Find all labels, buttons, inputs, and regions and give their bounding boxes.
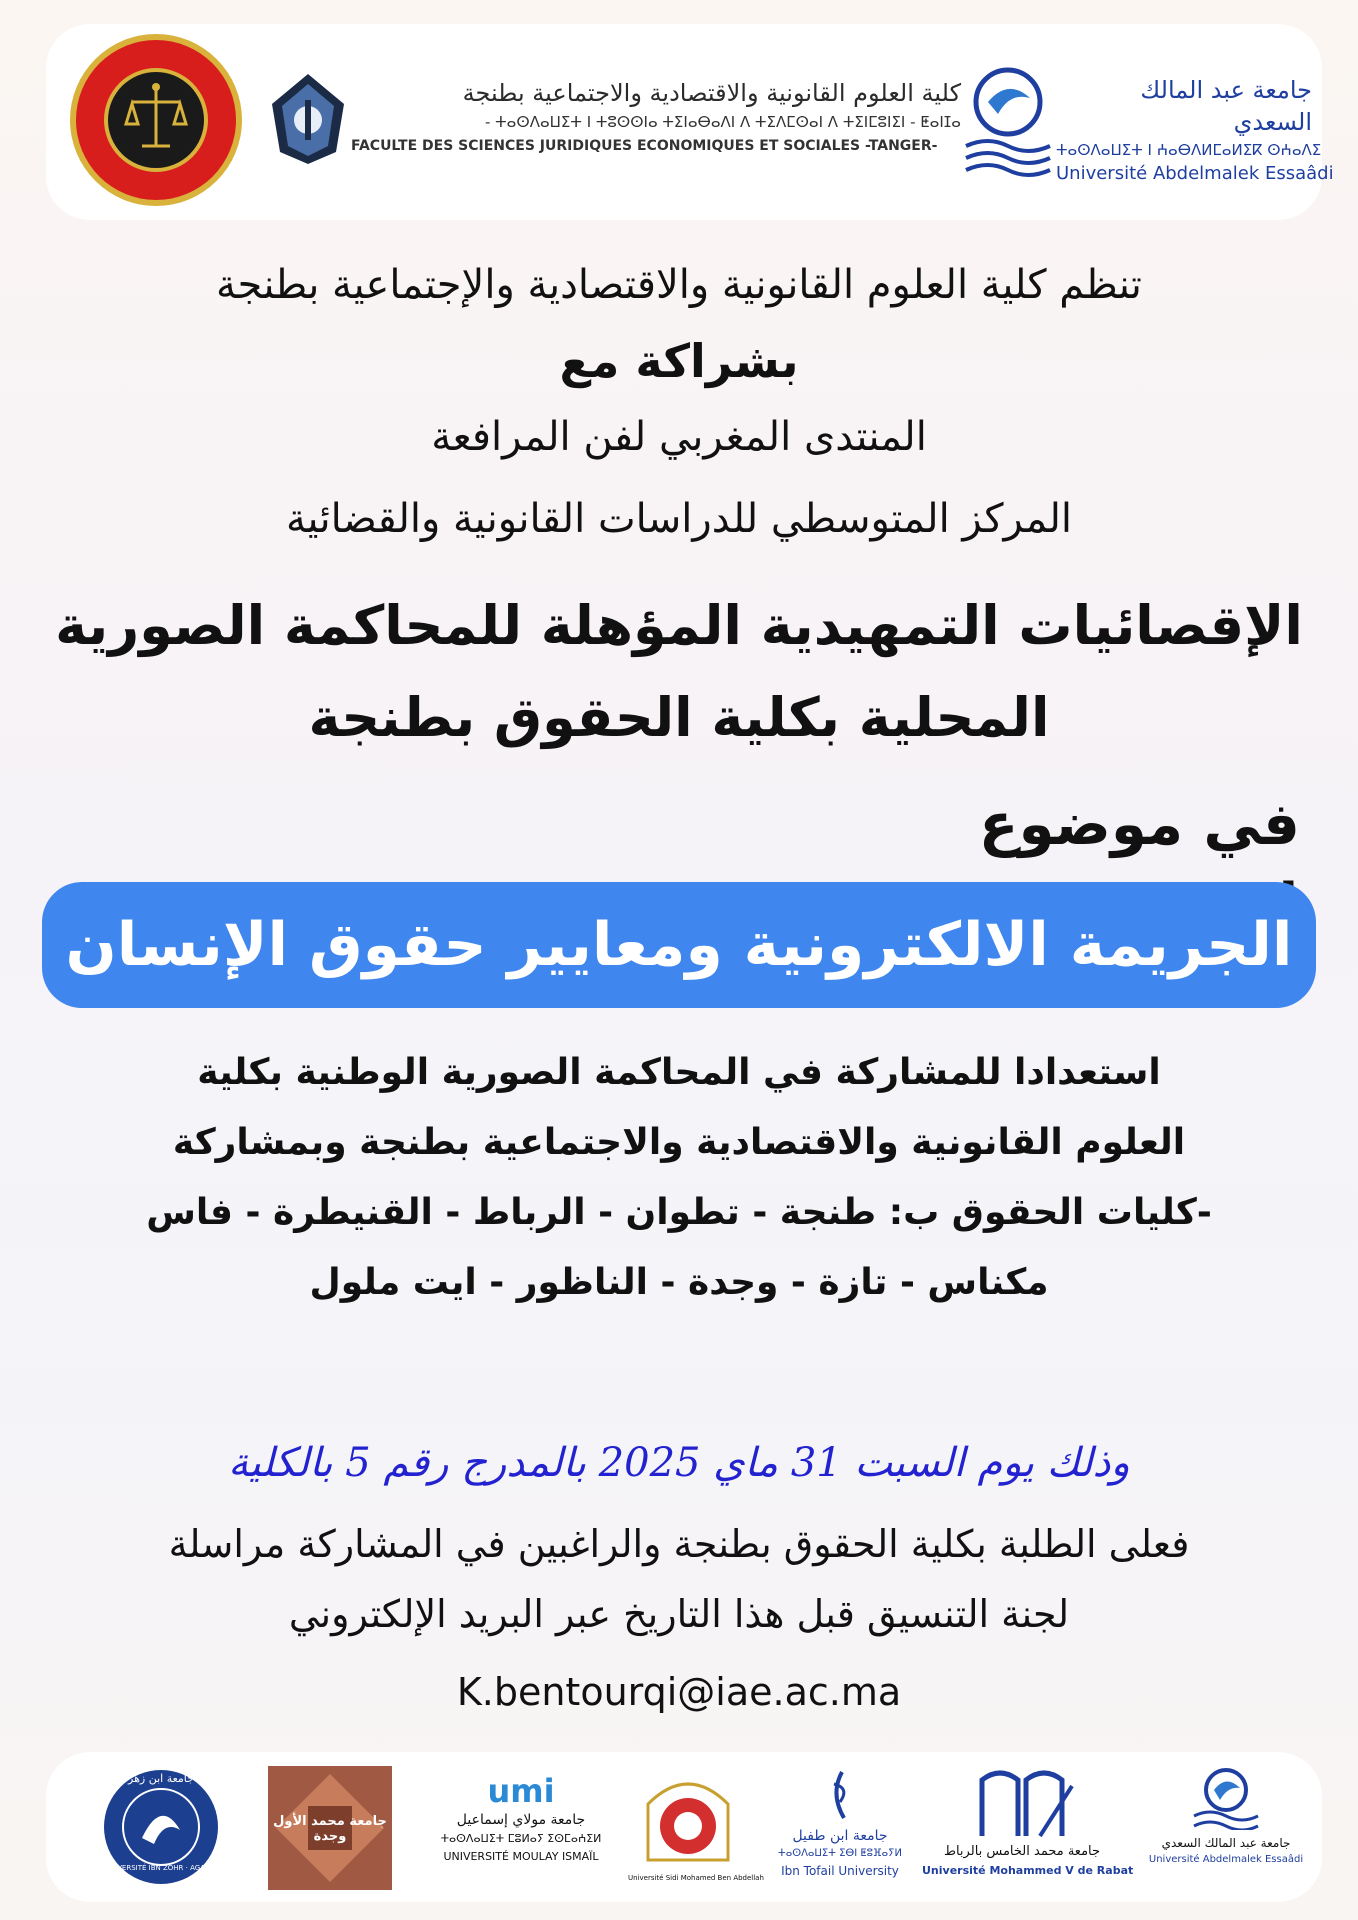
call-line2: لجنة التنسيق قبل هذا التاريخ عبر البريد الإلكتروني <box>288 1592 1070 1636</box>
mohammed-v-french: Université Mohammed V de Rabat <box>922 1864 1134 1877</box>
topic-title: الجريمة الالكترونية ومعايير حقوق الإنسان <box>65 910 1293 980</box>
mohammed-first-text: جامعة محمد الأول وجدة <box>273 1814 387 1844</box>
call-line1: فعلى الطلبة بكلية الحقوق بطنجة والراغبين في المشاركة مراسلة <box>168 1522 1190 1566</box>
ibn-zohr-label: UNIVERSITÉ IBN ZOHR · AGADIR <box>104 1864 218 1872</box>
faculty-name-tifinagh: ⵜⴰⵙⴷⴰⵡⵉⵜ ⵏ ⵜⵓⵙⵙⵏⴰ ⵜⵉⵏⴰⴱⴰⴷⵏ ⴷ ⵜⵉⴷⵎⵙⴰⵏ ⴷ ⵜⵉⵏⵎⵓⵏⵉⵏ - ⵟⴰⵏⵊⴰ - <box>484 113 961 131</box>
partner-forum: المنتدى المغربي لفن المرافعة <box>431 414 927 460</box>
description-line3: -كليات الحقوق ب: طنجة - تطوان - الرباط - القنيطرة - فاس <box>146 1192 1212 1233</box>
event-title-line1: الإقصائيات التمهيدية المؤهلة للمحاكمة الصورية <box>55 594 1303 657</box>
faculty-emblem-icon <box>272 74 344 164</box>
organizer-line: تنظم كلية العلوم القانونية والاقتصادية والإجتماعية بطنجة <box>216 262 1142 308</box>
umi-french: UNIVERSITÉ MOULAY ISMAÏL <box>443 1850 599 1863</box>
topic-banner <box>42 882 1316 1008</box>
ibn-tofail-tifinagh: ⵜⴰⵙⴷⴰⵡⵉⵜ ⵉⴱⵏ ⵟⵓⴼⴰⵢⵍ <box>778 1848 902 1859</box>
university-name-tifinagh: ⵜⴰⵙⴷⴰⵡⵉⵜ ⵏ ⵄⴰⴱⴷⵍⵎⴰⵍⵉⴽ ⵙⵄⴰⴷⵉ <box>1056 141 1322 159</box>
moulay-ismail-logo <box>436 1772 606 1882</box>
description-line4: مكناس - تازة - وجدة - الناظور - ايت ملول <box>309 1262 1049 1303</box>
university-logo-icon <box>958 58 1058 178</box>
partner-centre: المركز المتوسطي للدراسات القانونية والقضائية <box>285 496 1073 542</box>
ibn-tofail-logo <box>770 1768 910 1888</box>
essaadi-small-arabic: جامعة عبد المالك السعدي <box>1161 1836 1291 1850</box>
mohammed-first-logo <box>268 1766 392 1890</box>
ibn-tofail-arabic: جامعة ابن طفيل <box>792 1828 888 1844</box>
footer-logo-card <box>46 1752 1322 1902</box>
smba-label: Université Sidi Mohamed Ben Abdellah <box>628 1874 764 1882</box>
abdelmalek-essaadi-small-logo <box>1146 1764 1306 1892</box>
description-line2: العلوم القانونية والاقتصادية والاجتماعية بطنجة وبمشاركة <box>172 1122 1186 1163</box>
event-date-line: وذلك يوم السبت 31 ماي 2025 بالمدرج رقم 5 بالكلية <box>228 1440 1130 1486</box>
header-logo-card <box>46 24 1334 220</box>
umi-tifinagh: ⵜⴰⵙⴷⴰⵡⵉⵜ ⵎⵓⵍⴰⵢ ⵉⵙⵎⴰⵄⵉⵍ <box>440 1832 602 1845</box>
faculty-name-arabic: كلية العلوم القانونية والاقتصادية والاجتماعية بطنجة <box>462 79 961 107</box>
umi-arabic: جامعة مولاي إسماعيل <box>456 1812 586 1828</box>
essaadi-small-french: Université Abdelmalek Essaâdi <box>1148 1854 1304 1865</box>
description-line1: استعدادا للمشاركة في المحاكمة الصورية الوطنية بكلية <box>197 1052 1161 1093</box>
contact-email[interactable]: K.bentourqi@iae.ac.ma <box>456 1670 902 1714</box>
mohammed-v-logo <box>922 1766 1134 1890</box>
university-name-french: Université Abdelmalek Essaâdi <box>1056 163 1334 184</box>
ibn-tofail-english: Ibn Tofail University <box>781 1864 899 1878</box>
topic-label: في موضوع <box>978 790 1300 858</box>
ibn-zohr-arabic: جامعة ابن زهر <box>128 1772 194 1785</box>
sidi-mohamed-ben-abdellah-logo <box>628 1764 764 1890</box>
faculty-name-french: FACULTE DES SCIENCES JURIDIQUES ECONOMIQUES ET SOCIALES -TANGER- <box>351 138 938 154</box>
ibn-zohr-logo <box>102 1768 220 1886</box>
centre-mediterraneen-seal <box>68 32 244 208</box>
university-name-arabic: جامعة عبد المالك السعدي <box>1140 76 1312 136</box>
partnership-heading: بشراكة مع <box>559 334 799 388</box>
mohammed-v-arabic: جامعة محمد الخامس بالرباط <box>943 1844 1101 1859</box>
umi-mark: umi <box>487 1772 555 1810</box>
event-title-line2: المحلية بكلية الحقوق بطنجة <box>308 686 1050 749</box>
